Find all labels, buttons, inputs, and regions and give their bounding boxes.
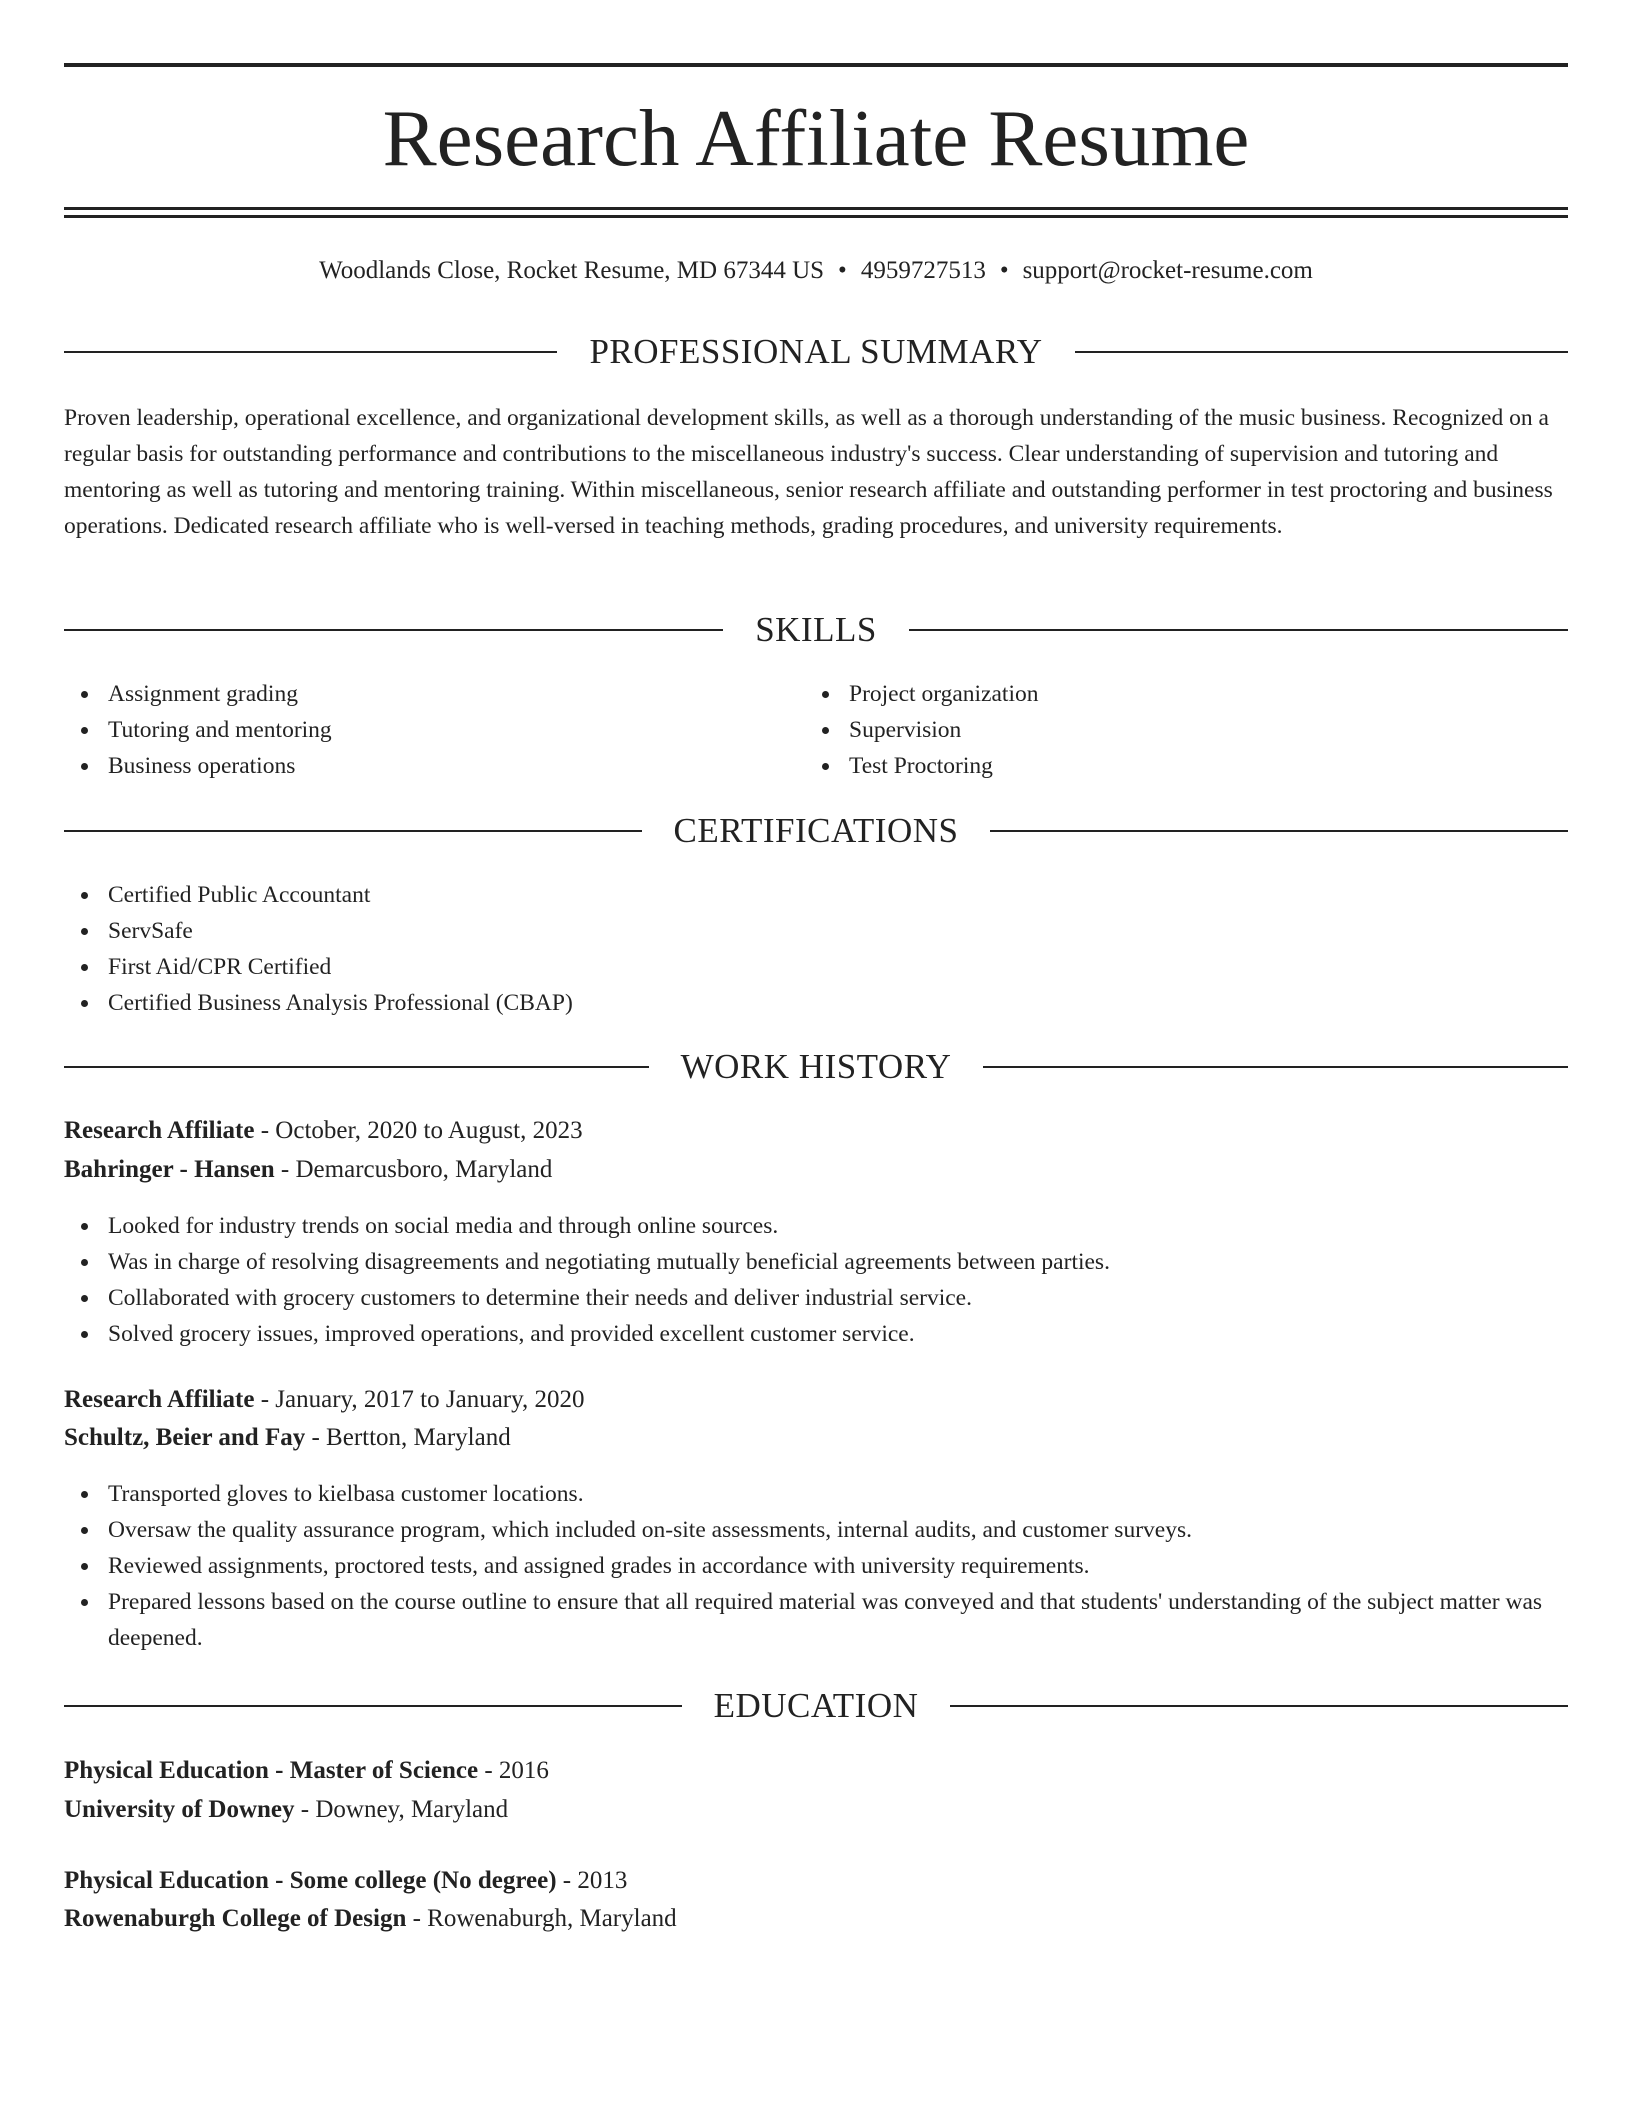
skill-item: Project organization bbox=[805, 676, 1545, 712]
job-company-line bbox=[64, 1151, 1568, 1189]
contact-address: Woodlands Close, Rocket Resume, MD 67344 US bbox=[319, 257, 825, 284]
certification-item: Certified Business Analysis Professional (CBAP) bbox=[64, 985, 1568, 1021]
section-title: SKILLS bbox=[755, 610, 877, 649]
education-location: - Downey, Maryland bbox=[294, 1796, 509, 1823]
job-bullets bbox=[64, 1476, 1568, 1656]
job-title: Research Affiliate bbox=[64, 1117, 255, 1144]
job-bullet: Solved grocery issues, improved operations, and provided excellent customer service. bbox=[64, 1316, 1568, 1352]
skill-item: Test Proctoring bbox=[805, 748, 1545, 784]
section-rule bbox=[64, 1066, 649, 1068]
section-header-certifications bbox=[64, 809, 1568, 853]
page-title: Research Affiliate Resume bbox=[382, 93, 1250, 183]
job-bullet: Was in charge of resolving disagreements and negotiating mutually beneficial agreements between parties. bbox=[64, 1244, 1568, 1280]
certification-item: Certified Public Accountant bbox=[64, 877, 1568, 913]
education-school: Rowenaburgh College of Design bbox=[64, 1905, 407, 1932]
job-location: - Demarcusboro, Maryland bbox=[274, 1156, 553, 1183]
top-rule bbox=[64, 63, 1568, 67]
section-rule bbox=[990, 830, 1568, 832]
contact-separator: • bbox=[838, 257, 847, 284]
section-header-education bbox=[64, 1684, 1568, 1728]
job-bullet: Prepared lessons based on the course outline to ensure that all required material was conveyed and that students' understanding of the subject matter was deepened. bbox=[64, 1584, 1568, 1656]
section-title: CERTIFICATIONS bbox=[673, 811, 959, 850]
job-bullet: Looked for industry trends on social media and through online sources. bbox=[64, 1208, 1568, 1244]
education-year: - 2013 bbox=[556, 1867, 628, 1894]
section-header-skills bbox=[64, 608, 1568, 652]
skills-list-right bbox=[805, 676, 1545, 784]
section-title: PROFESSIONAL SUMMARY bbox=[589, 332, 1043, 371]
job-title-line bbox=[64, 1381, 1568, 1419]
job-bullets bbox=[64, 1208, 1568, 1352]
skills-list-left bbox=[64, 676, 804, 784]
education-degree-line bbox=[64, 1752, 1568, 1790]
section-header-summary bbox=[64, 330, 1568, 374]
job-company-line bbox=[64, 1419, 1568, 1457]
contact-separator: • bbox=[999, 257, 1009, 284]
contact-line bbox=[64, 254, 1568, 288]
section-rule bbox=[1075, 351, 1568, 353]
certification-item: ServSafe bbox=[64, 913, 1568, 949]
job-bullet: Reviewed assignments, proctored tests, and assigned grades in accordance with university requirements. bbox=[64, 1548, 1568, 1584]
section-rule bbox=[64, 830, 642, 832]
certifications-list bbox=[64, 877, 1568, 1021]
job-bullet: Oversaw the quality assurance program, which included on-site assessments, internal audits, and customer surveys. bbox=[64, 1512, 1568, 1548]
job-location: - Bertton, Maryland bbox=[305, 1424, 511, 1451]
section-title: EDUCATION bbox=[713, 1686, 919, 1725]
education-degree-line bbox=[64, 1862, 1568, 1900]
education-school-line bbox=[64, 1791, 1568, 1829]
education-degree: Physical Education - Master of Science bbox=[64, 1757, 479, 1784]
contact-email: support@rocket-resume.com bbox=[1022, 257, 1313, 284]
section-rule bbox=[950, 1705, 1568, 1707]
job-bullet: Collaborated with grocery customers to determine their needs and deliver industrial service. bbox=[64, 1280, 1568, 1316]
education-school: University of Downey bbox=[64, 1796, 295, 1823]
education-school-line bbox=[64, 1900, 1568, 1938]
education-year: - 2016 bbox=[478, 1757, 549, 1784]
skill-item: Supervision bbox=[805, 712, 1545, 748]
skill-item: Tutoring and mentoring bbox=[64, 712, 804, 748]
job-company: Bahringer - Hansen bbox=[64, 1156, 275, 1183]
contact-phone: 4959727513 bbox=[860, 257, 986, 284]
job-dates: - January, 2017 to January, 2020 bbox=[254, 1386, 585, 1413]
section-header-work-history bbox=[64, 1045, 1568, 1089]
job-company: Schultz, Beier and Fay bbox=[64, 1424, 306, 1451]
summary-text: Proven leadership, operational excellence, and organizational development skills, as well as a thorough understanding of the music business. Recognized on a regular basis for outstanding performance and contributions to the miscellaneous industry's success. Clear understanding of supervision and tutoring and mentoring as well as tutoring and mentoring training. Within miscellaneous, senior research affiliate and outstanding performer in test proctoring and business operations. Dedicated research affiliate who is well-versed in teaching methods, grading procedures, and university requirements. bbox=[64, 405, 1553, 539]
section-rule bbox=[909, 629, 1568, 631]
job-bullet: Transported gloves to kielbasa customer locations. bbox=[64, 1476, 1568, 1512]
skill-item: Assignment grading bbox=[64, 676, 804, 712]
job-dates: - October, 2020 to August, 2023 bbox=[254, 1117, 583, 1144]
section-title: WORK HISTORY bbox=[680, 1047, 952, 1086]
skill-item: Business operations bbox=[64, 748, 804, 784]
education-degree: Physical Education - Some college (No degree) bbox=[64, 1867, 557, 1894]
certification-item: First Aid/CPR Certified bbox=[64, 949, 1568, 985]
section-rule bbox=[983, 1066, 1568, 1068]
title-rule-lower bbox=[64, 215, 1568, 218]
title-rule-upper bbox=[64, 207, 1568, 210]
education-location: - Rowenaburgh, Maryland bbox=[406, 1905, 677, 1932]
section-rule bbox=[64, 629, 723, 631]
job-title-line bbox=[64, 1112, 1568, 1150]
job-title: Research Affiliate bbox=[64, 1386, 255, 1413]
section-rule bbox=[64, 351, 557, 353]
section-rule bbox=[64, 1705, 682, 1707]
